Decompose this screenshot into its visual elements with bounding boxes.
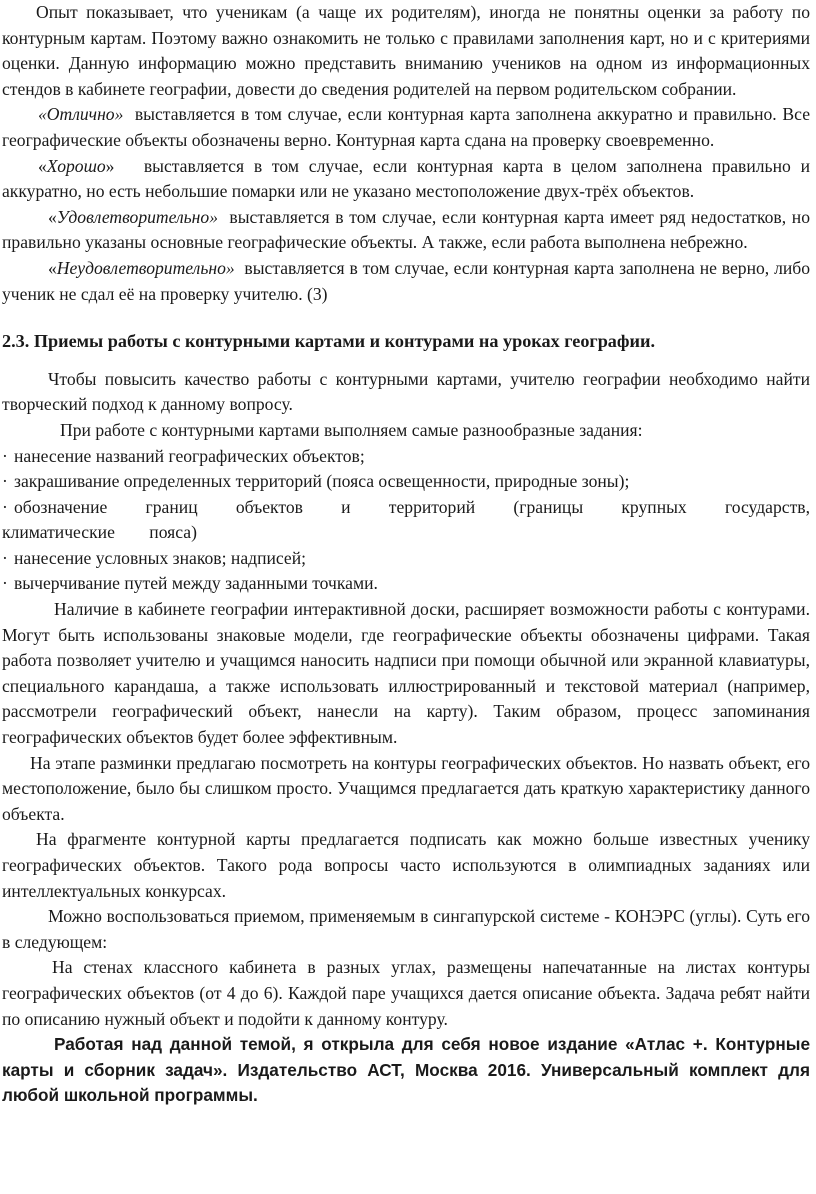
quality-paragraph: Чтобы повысить качество работы с контурными картами, учителю географии необходимо найти творческий подход к данному вопросу. <box>2 368 810 415</box>
method-paragraph: Можно воспользоваться приемом, применяемым в сингапурской системе - КОНЭРС (углы). Суть его в следующем: <box>2 906 810 952</box>
grade-excellent-term: «Отлично» <box>38 104 124 125</box>
grade-satisfactory-term: Удовлетворительно» <box>56 206 219 227</box>
intro-paragraph: Опыт показывает, что ученикам (а чаще их родителям), иногда не понятны оценки за работу по контурным картам. Поэтому важно ознакомить не только с правилами заполнения карт, но и с критериями оценки. Данную информацию можно представить вниманию учеников на одном из информационных стендов в кабинете географии, довести до сведения родителей на первом родительском собрании. <box>2 2 810 99</box>
grade-good-term: Хорошо <box>46 155 106 176</box>
bullet-dot: · <box>2 445 8 466</box>
fragment-paragraph: На фрагменте контурной карты предлагается подписать как можно больше известных ученику географических объектов. Такого рода вопросы часто используются в олимпиадных заданиях или интеллектуальных конкурсах. <box>2 829 810 901</box>
bullet-dot: · <box>2 471 8 492</box>
task-bullet-text: нанесение условных знаков; надписей; <box>14 547 307 568</box>
grade-unsatisfactory-open-quote: « <box>48 257 57 278</box>
grade-excellent-text: выставляется в том случае, если контурная карта заполнена аккуратно и правильно. Все географические объекты обозначены верно. Контурная карта сдана на проверку своевременно. <box>2 104 810 150</box>
task-bullet-item <box>2 571 810 597</box>
grade-good-open-quote: « <box>38 155 47 176</box>
final-paragraph: Работая над данной темой, я открыла для себя новое издание «Атлас +. Контурные карты и сборник задач». Издательство АСТ, Москва 2016. Универсальный комплект для любой школьной программы. <box>2 1034 810 1106</box>
warmup-paragraph: На этапе разминки предлагаю посмотреть на контуры географических объектов. Но назвать объект, его местоположение, было бы слишком просто. Учащимся предлагается дать краткую характеристику данного объекта. <box>2 752 810 824</box>
grade-good-close-quote: » <box>105 155 115 176</box>
task-bullet-item <box>2 546 810 572</box>
tasks-intro-paragraph: При работе с контурными картами выполняем самые разнообразные задания: <box>60 419 643 440</box>
task-bullet-item <box>2 495 810 546</box>
grade-unsatisfactory-text: выставляется в том случае, если контурная карта заполнена не верно, либо ученик не сдал её на проверку учителю. (3) <box>2 257 811 304</box>
board-paragraph: Наличие в кабинете географии интерактивной доски, расширяет возможности работы с контурами. Могут быть использованы знаковые модели, где географические объекты обозначены цифрами. Такая работа позволяет учителю и учащимся наносить надписи при помощи обычной или экранной клавиатуры, специального карандаша, а также использовать иллюстрированный и текстовой материал (например, рассмотрели географический объект, нанесли на карту). Таким образом, процесс запоминания географических объектов будет более эффективным. <box>2 599 810 748</box>
task-bullet-text: вычерчивание путей между заданными точками. <box>14 573 378 594</box>
grade-satisfactory-paragraph <box>2 205 810 256</box>
task-bullet-text: нанесение названий географических объектов; <box>14 445 365 466</box>
grade-satisfactory-text: выставляется в том случае, если контурная карта имеет ряд недостатков, но правильно указаны основные географические объекты. А также, если работа выполнена небрежно. <box>2 206 811 253</box>
task-bullet-item <box>2 444 810 470</box>
grade-unsatisfactory-paragraph <box>2 256 810 307</box>
walls-paragraph: На стенах классного кабинета в разных углах, размещены напечатанные на листах контуры географических объектов (от 4 до 6). Каждой паре учащихся дается описание объекта. Задача ребят найти по описанию нужный объект и подойти к данному контуру. <box>2 957 810 1029</box>
bullet-dot: · <box>2 547 8 568</box>
grade-unsatisfactory-term: Неудовлетворительно» <box>56 257 235 278</box>
grade-satisfactory-open-quote: « <box>48 206 57 227</box>
grade-good-text: выставляется в том случае, если контурная карта в целом заполнена правильно и аккуратно, но есть небольшие помарки или не указано местоположение двух-трёх объектов. <box>2 155 811 202</box>
section-heading: 2.3. Приемы работы с контурными картами и контурами на уроках географии. <box>2 331 655 352</box>
bullet-dot: · <box>2 496 8 517</box>
task-bullet-text: обозначение границ объектов и территорий (границы крупных государств, климатические пояса) <box>2 496 810 543</box>
grade-excellent-paragraph <box>2 102 810 153</box>
task-bullet-item <box>2 469 810 495</box>
task-bullet-text: закрашивание определенных территорий (пояса освещенности, природные зоны); <box>14 471 630 492</box>
grade-good-paragraph <box>2 154 810 205</box>
bullet-dot: · <box>2 573 8 594</box>
